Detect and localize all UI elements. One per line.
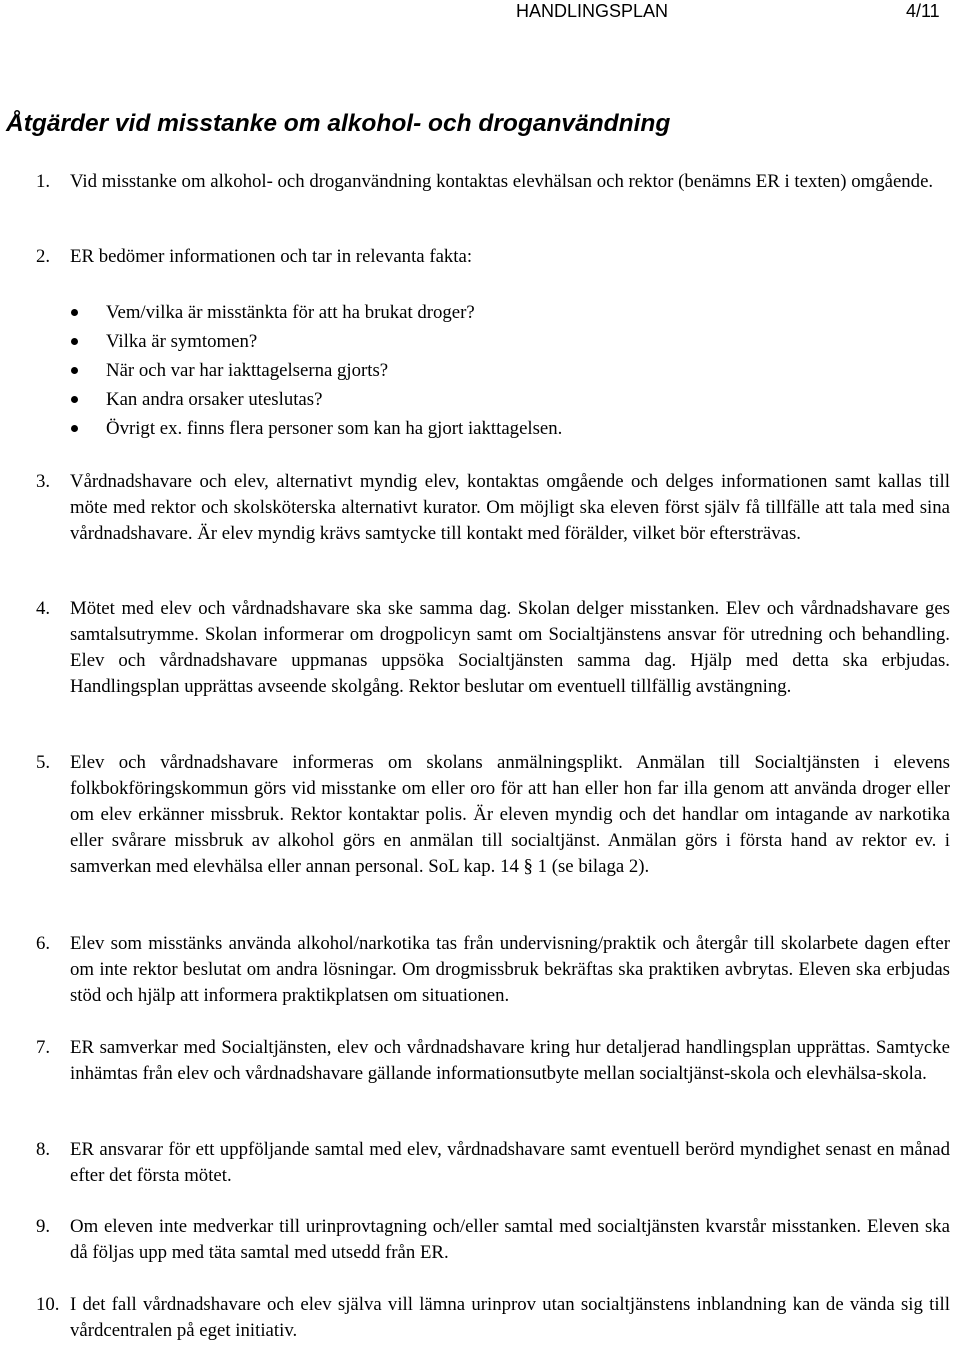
list-item-8 [36, 1137, 951, 1189]
bullet-icon [71, 367, 78, 374]
item-text: ER ansvarar för ett uppföljande samtal med elev, vårdnadshavare samt eventuell berörd myndighet senast en månad efter det första mötet. [70, 1139, 950, 1186]
list-item-1 [36, 169, 951, 195]
bullet-list [70, 298, 562, 443]
item-text: ER samverkar med Socialtjänsten, elev och vårdnadshavare kring hur detaljerad handlingsplan upprättas. Samtycke inhämtas från elev och vårdnadshavare gällande informationsutbyte mellan socialtjänst-skola och elevhälsa-skola. [70, 1037, 950, 1084]
section-heading: Åtgärder vid misstanke om alkohol- och droganvändning [6, 110, 671, 137]
item-number: 2. [36, 246, 51, 267]
item-number: 10. [36, 1294, 60, 1315]
list-item-10 [36, 1292, 951, 1344]
list-item-3 [36, 469, 951, 547]
bullet-icon [71, 425, 78, 432]
bullet-icon [71, 309, 78, 316]
page-number: 4/11 [906, 1, 940, 21]
item-number: 5. [36, 752, 51, 773]
bullet-item: Övrigt ex. finns flera personer som kan ha gjort iakttagelsen. [70, 414, 562, 443]
list-item-6 [36, 931, 951, 1009]
item-number: 6. [36, 933, 51, 954]
document-title: HANDLINGSPLAN [516, 1, 669, 21]
list-item-9 [36, 1214, 951, 1266]
item-number: 4. [36, 598, 51, 619]
item-text: Om eleven inte medverkar till urinprovtagning och/eller samtal med socialtjänsten kvarstår misstanken. Eleven ska då följas upp med täta samtal med utsedd från ER. [70, 1216, 950, 1263]
list-item-4 [36, 596, 951, 700]
item-text: Vid misstanke om alkohol- och droganvändning kontaktas elevhälsan och rektor (benämns ER i texten) omgående. [70, 171, 934, 192]
bullet-icon [71, 396, 78, 403]
page-header [0, 0, 960, 24]
item-number: 7. [36, 1037, 51, 1058]
item-number: 1. [36, 171, 51, 192]
item-number: 8. [36, 1139, 51, 1160]
item-text: Elev som misstänks använda alkohol/narkotika tas från undervisning/praktik och återgår till skolarbete dagen efter om inte rektor beslutat om andra lösningar. Om drogmissbruk bekräftas ska praktiken avbrytas. Eleven ska erbjudas stöd och hjälp att informera praktikplatsen om situationen. [70, 933, 950, 1006]
list-item-5 [36, 750, 951, 880]
list-item-2 [36, 244, 951, 270]
bullet-icon [71, 338, 78, 345]
bullet-item: Vem/vilka är misstänkta för att ha brukat droger? [70, 298, 562, 327]
item-text: Vårdnadshavare och elev, alternativt myndig elev, kontaktas omgående och delges informationen samt kallas till möte med rektor och skolsköterska alternativt kurator. Om möjligt ska eleven först själv få tillfälle att tala med sina vårdnadshavare. Är elev myndig krävs samtycke till kontakt med förälder, vilket bör eftersträvas. [70, 471, 950, 544]
bullet-item: Vilka är symtomen? [70, 327, 562, 356]
item-number: 3. [36, 471, 51, 492]
item-text: I det fall vårdnadshavare och elev själva vill lämna urinprov utan socialtjänstens inblandning kan de vända sig till vårdcentralen på eget initiativ. [70, 1294, 950, 1341]
item-number: 9. [36, 1216, 51, 1237]
item-text: ER bedömer informationen och tar in relevanta fakta: [70, 246, 473, 267]
bullet-item: Kan andra orsaker uteslutas? [70, 385, 562, 414]
bullet-item: När och var har iakttagelserna gjorts? [70, 356, 562, 385]
list-item-7 [36, 1035, 951, 1087]
item-text: Elev och vårdnadshavare informeras om skolans anmälningsplikt. Anmälan till Socialtjänsten i elevens folkbokföringskommun görs vid misstanke om eller oro för att han eller hon far illa genom att använda droger eller om elev erkänner missbruk. Rektor kontaktar polis. Är eleven myndig och det handlar om intagande av narkotika eller svårare missbruk av alkohol görs en anmälan till socialtjänst. Anmälan görs i första hand av rektor ev. i samverkan med elevhälsa eller annan personal. SoL kap. 14 § 1 (se bilaga 2). [70, 752, 950, 877]
item-text: Mötet med elev och vårdnadshavare ska ske samma dag. Skolan delger misstanken. Elev och vårdnadshavare ges samtalsutrymme. Skolan informerar om drogpolicyn samt om Socialtjänstens ansvar för utredning och behandling. Elev och vårdnadshavare uppmanas uppsöka Socialtjänsten samma dag. Hjälp med detta ska erbjudas. Handlingsplan upprättas avseende skolgång. Rektor beslutar om eventuell tillfällig avstängning. [70, 598, 950, 697]
